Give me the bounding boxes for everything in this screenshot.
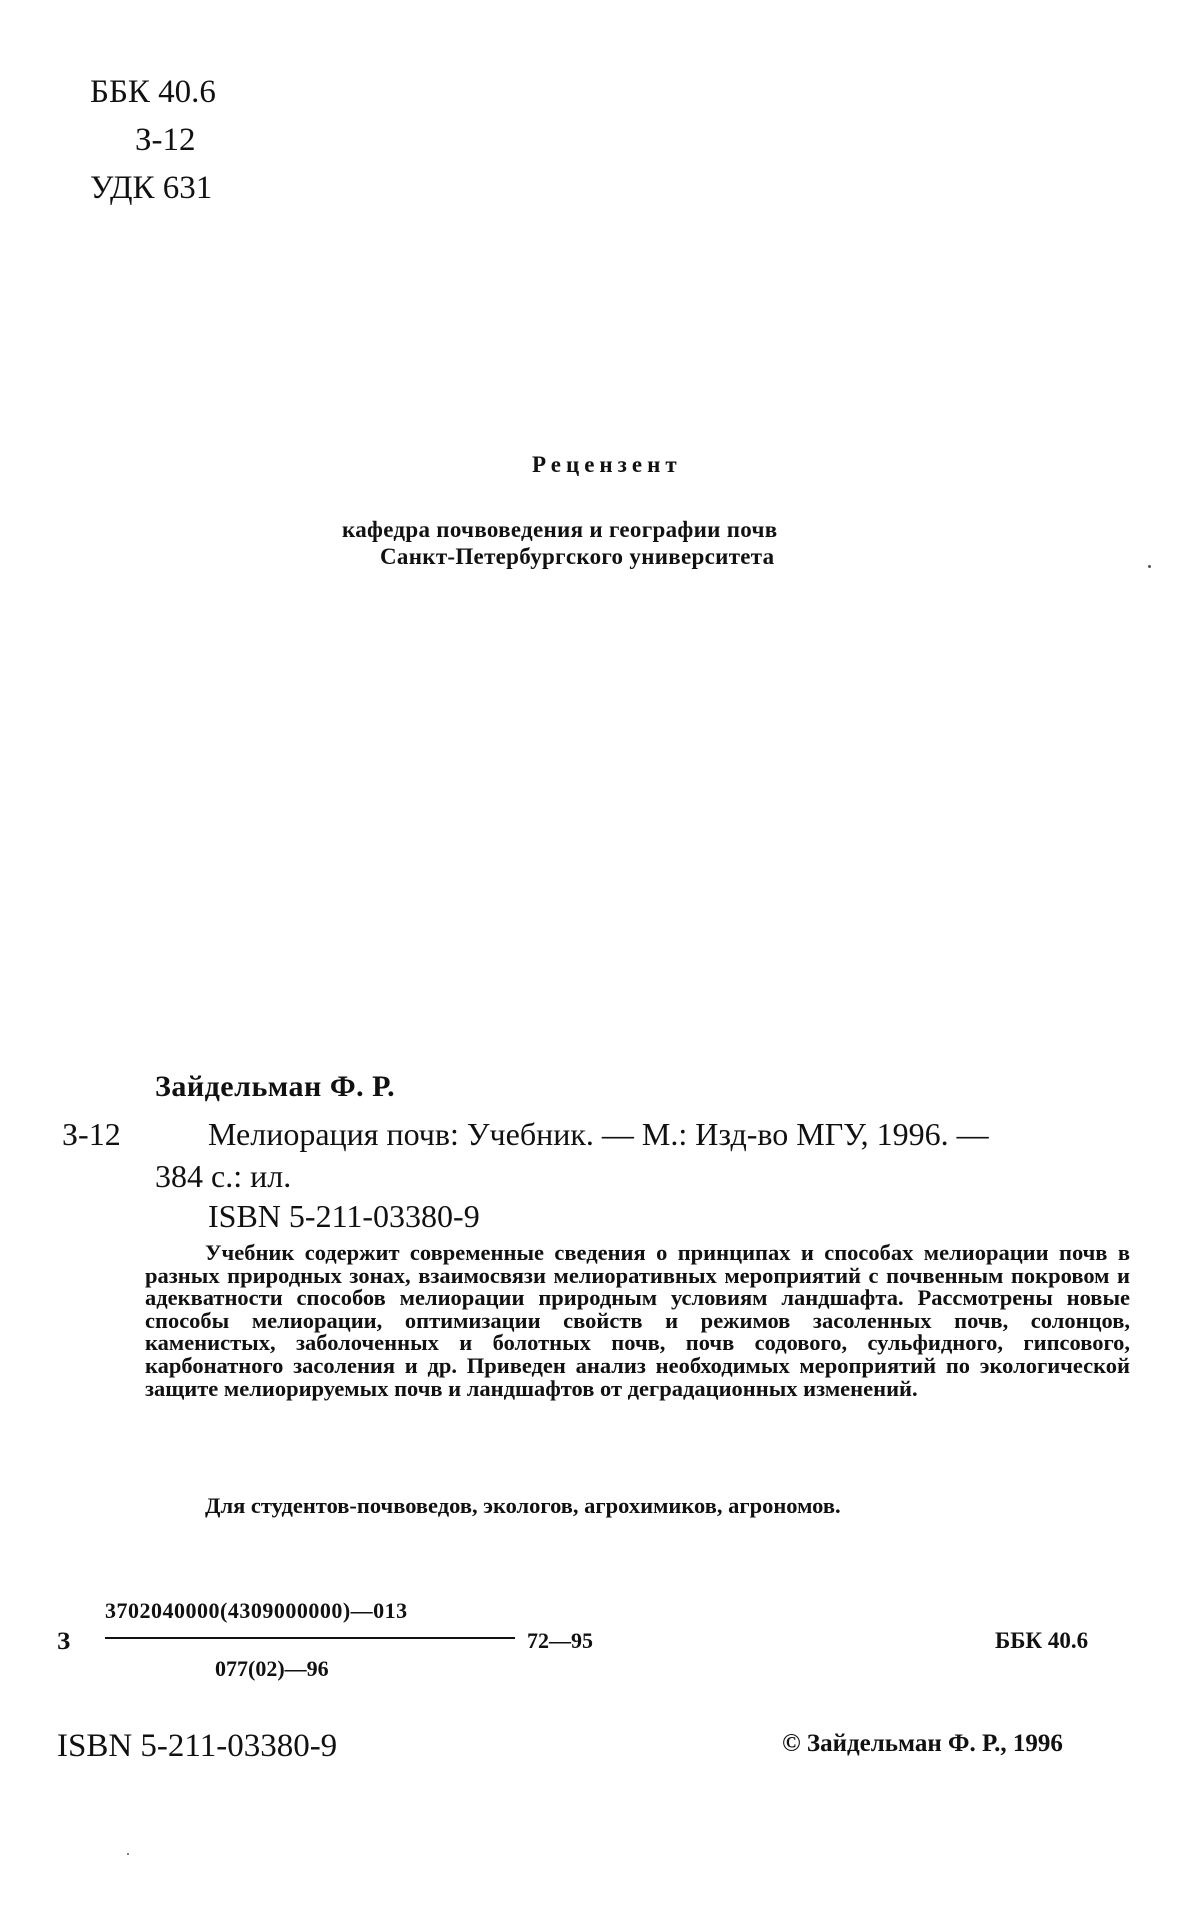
imprint-fraction-rule bbox=[105, 1637, 515, 1639]
entry-catalog-mark: З-12 bbox=[62, 1116, 121, 1152]
imprint-bbk: ББК 40.6 bbox=[995, 1628, 1089, 1653]
entry-title-line-2: 384 с.: ил. bbox=[155, 1158, 292, 1194]
annotation-paragraph: Учебник содержит современные сведения о принципах и способах мелиорации почв в разных природных зонах, взаимосвязи мелиоративных мероприятий с почвенным покровом и адекватности способов мелиорации природным условиям ландшафта. Рассмотрены новые способы мелиорации, оптимизации свойств и режимов засоленных почв, солонцов, каменистых, заболоченных и болотных почв, почв содового, сульфидного, гипсового, карбонатного засоления и др. Приведен анализ необходимых мероприятий по экологической защите мелиорируемых почв и ландшафтов от деградационных изменений. bbox=[145, 1240, 1130, 1401]
entry-author: Зайдельман Ф. Р. bbox=[155, 1070, 396, 1103]
copyright-notice: © Зайдельман Ф. Р., 1996 bbox=[782, 1730, 1063, 1757]
bbk-index: ББК 40.6 bbox=[90, 74, 216, 110]
entry-title-line-1: Мелиорация почв: Учебник. — М.: Изд-во МГУ, 1996. — bbox=[208, 1116, 989, 1152]
audience-line: Для студентов-почвоведов, экологов, агрохимиков, агрономов. bbox=[205, 1493, 841, 1518]
imprint-letter: З bbox=[57, 1628, 71, 1655]
entry-isbn: ISBN 5-211-03380-9 bbox=[208, 1198, 480, 1234]
reviewer-department: кафедра почвоведения и географии почв bbox=[342, 517, 778, 542]
reviewer-university: Санкт-Петербургского университета bbox=[380, 544, 775, 569]
imprint-denominator: 077(02)—96 bbox=[215, 1656, 329, 1681]
scan-speck bbox=[1148, 565, 1151, 568]
udk-index: УДК 631 bbox=[90, 170, 213, 206]
footer-isbn: ISBN 5-211-03380-9 bbox=[57, 1728, 338, 1764]
imprint-numerator: 3702040000(4309000000)—013 bbox=[105, 1598, 408, 1623]
scan-speck bbox=[127, 1853, 129, 1855]
reviewer-heading: Рецензент bbox=[532, 452, 682, 477]
imprint-order-code: 72—95 bbox=[527, 1628, 593, 1653]
author-mark: З-12 bbox=[135, 122, 196, 158]
